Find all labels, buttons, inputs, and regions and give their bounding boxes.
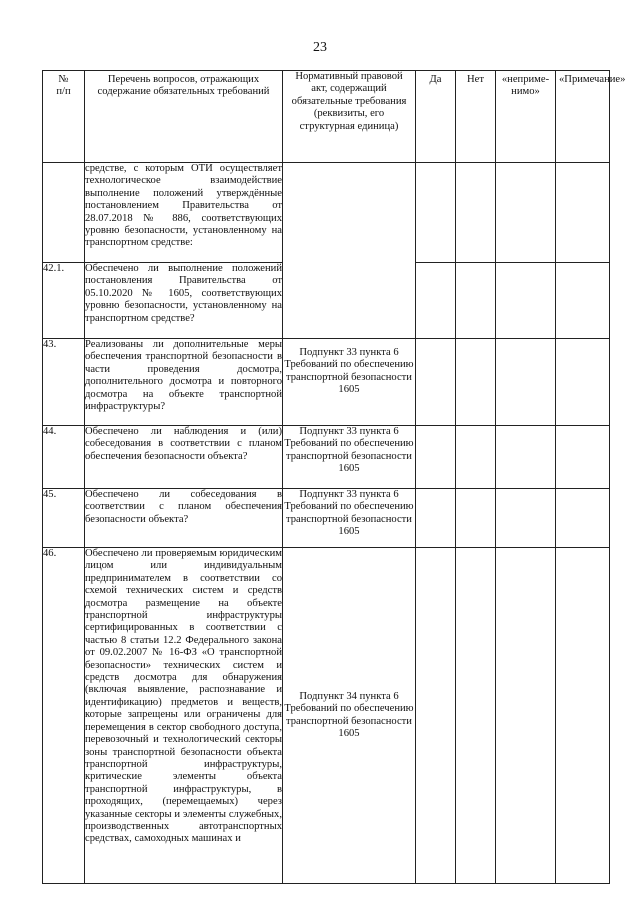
row-number: 43.	[43, 339, 85, 426]
header-question: Перечень вопросов, отражающих содержание обязательных требований	[85, 71, 283, 163]
cell-yes	[416, 548, 456, 884]
header-note: «Примечание»	[556, 71, 610, 163]
cell-no	[456, 489, 496, 548]
requirements-table	[42, 70, 626, 884]
cell-no	[456, 548, 496, 884]
row-norm	[283, 163, 416, 339]
cell-not-applicable	[496, 339, 556, 426]
row-question: Обеспечено ли собеседования в соответствии с планом обеспечения безопасности объекта?	[85, 489, 283, 548]
cell-note	[556, 263, 610, 339]
cell-yes	[416, 489, 456, 548]
table-row	[43, 489, 610, 548]
cell-yes	[416, 339, 456, 426]
row-question: Обеспечено ли проверяемым юридическим лицом или индивидуальным предпринимателем в соответствии со схемой технических систем и средств досмотра размещение на объекте транспортной инфраструктуры сертифицированных в соответствии с частью 8 статьи 12.2 Федерального закона от 09.02.2007 № 16-ФЗ «О транспортной безопасности» технических систем и средств досмотра для обнаружения (включая выявление, распознавание и идентификацию) предметов и веществ, которые запрещены или ограничены для перемещения в сектор свободного доступа, перевозочный и технологический секторы зоны транспортной безопасности объекта транспортной инфраструктуры, критические элементы объекта транспортной инфраструктуры, в проходящих, (перемещаемых) через указанные секторы и элементы служебных, производственных автотранспортных средствах, самоходных машинах и	[85, 548, 283, 884]
row-number: 44.	[43, 426, 85, 489]
header-num: № п/п	[43, 71, 85, 163]
row-question: Обеспечено ли выполнение положений постановления Правительства от 05.10.2020 № 1605, соответствующих уровню безопасности, установленному на транспортном средстве?	[85, 263, 283, 339]
cell-yes	[416, 426, 456, 489]
cell-note	[556, 548, 610, 884]
cell-yes	[416, 263, 456, 339]
cell-not-applicable	[496, 163, 556, 263]
cell-note	[556, 426, 610, 489]
cell-note	[556, 339, 610, 426]
row-question: Обеспечено ли наблюдения и (или) собеседования в соответствии с планом обеспечения безопасности объекта?	[85, 426, 283, 489]
header-not-applicable: «неприме-нимо»	[496, 71, 556, 163]
cell-not-applicable	[496, 489, 556, 548]
cell-not-applicable	[496, 263, 556, 339]
table-row	[43, 426, 610, 489]
row-number: 45.	[43, 489, 85, 548]
cell-not-applicable	[496, 426, 556, 489]
table-row	[43, 163, 610, 263]
table-row	[43, 548, 610, 884]
cell-no	[456, 163, 496, 263]
row-norm: Подпункт 33 пункта 6 Требований по обеспечению транспортной безопасности 1605	[283, 426, 416, 489]
cell-no	[456, 339, 496, 426]
cell-note	[556, 163, 610, 263]
cell-note	[556, 489, 610, 548]
row-norm: Подпункт 33 пункта 6 Требований по обеспечению транспортной безопасности 1605	[283, 339, 416, 426]
header-no: Нет	[456, 71, 496, 163]
row-number: 46.	[43, 548, 85, 884]
header-row	[43, 71, 610, 163]
table-row	[43, 339, 610, 426]
row-norm: Подпункт 34 пункта 6 Требований по обеспечению транспортной безопасности 1605	[283, 548, 416, 884]
row-norm: Подпункт 33 пункта 6 Требований по обеспечению транспортной безопасности 1605	[283, 489, 416, 548]
row-number: 42.1.	[43, 263, 85, 339]
header-yes: Да	[416, 71, 456, 163]
page-number: 23	[313, 40, 327, 55]
row-number	[43, 163, 85, 263]
cell-yes	[416, 163, 456, 263]
row-question: Реализованы ли дополнительные меры обеспечения транспортной безопасности в части проведения досмотра, дополнительного досмотра и повторного досмотра на объекте транспортной инфраструктуры?	[85, 339, 283, 426]
row-question: средстве, с которым ОТИ осуществляет технологическое взаимодействие выполнение положений утверждённые постановлением Правительства от 28.07.2018 № 886, соответствующих уровню безопасности, установленному на транспортном средстве:	[85, 163, 283, 263]
cell-not-applicable	[496, 548, 556, 884]
cell-no	[456, 263, 496, 339]
header-norm: Нормативный правовой акт, содержащий обязательные требования (реквизиты, его структурная единица)	[283, 71, 416, 163]
cell-no	[456, 426, 496, 489]
